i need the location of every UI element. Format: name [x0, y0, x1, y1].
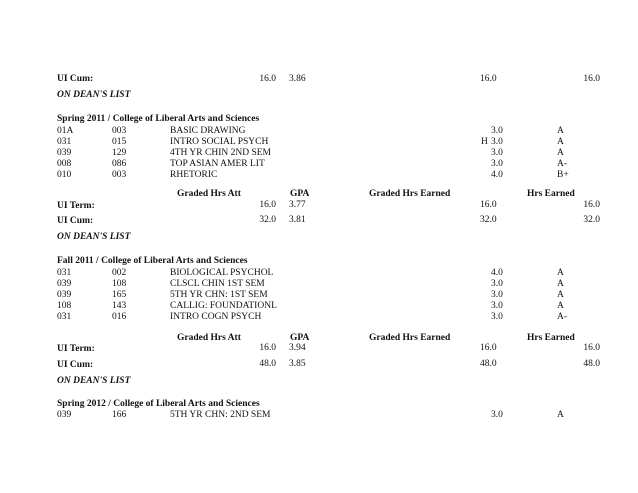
course-dept: 039: [57, 279, 72, 289]
col-header-graded-hrs-att: Graded Hrs Att: [177, 333, 241, 343]
term-label: UI Term:: [57, 201, 95, 211]
course-grade: A: [557, 301, 564, 311]
course-dept: 031: [57, 312, 72, 322]
course-dept: 039: [57, 410, 72, 420]
term-label: UI Term:: [57, 344, 95, 354]
course-title: INTRO SOCIAL PSYCH: [170, 137, 269, 147]
course-grade: A: [557, 148, 564, 158]
cum-earned: 48.0: [480, 359, 497, 369]
course-number: 003: [112, 170, 127, 180]
course-dept: 108: [57, 301, 72, 311]
course-hours: 3.0: [491, 159, 503, 169]
course-title: TOP ASIAN AMER LIT: [170, 159, 265, 169]
cum-att: 48.0: [259, 359, 276, 369]
course-number: 143: [112, 301, 127, 311]
term-gpa: 3.77: [289, 200, 306, 210]
course-title: INTRO COGN PSYCH: [170, 312, 262, 322]
course-dept: 031: [57, 268, 72, 278]
col-header-gpa: GPA: [290, 189, 310, 199]
term-title: Spring 2012 / College of Liberal Arts and Sciences: [57, 399, 260, 409]
course-number: 165: [112, 290, 127, 300]
course-hours: 3.0: [491, 279, 503, 289]
cum-gpa: 3.85: [289, 359, 306, 369]
course-number: 015: [112, 137, 127, 147]
cum-hrs: 48.0: [583, 359, 600, 369]
term-title: Fall 2011 / College of Liberal Arts and Sciences: [57, 256, 248, 266]
cum-earned: 32.0: [480, 215, 497, 225]
course-title: CALLIG: FOUNDATIONL: [170, 301, 277, 311]
term-gpa: 3.94: [289, 343, 306, 353]
course-hours: 3.0: [491, 312, 503, 322]
course-hours: 3.0: [491, 410, 503, 420]
course-grade: A: [557, 290, 564, 300]
cum-label: UI Cum:: [57, 74, 94, 84]
course-dept: 031: [57, 137, 72, 147]
deans-list-note: ON DEAN'S LIST: [57, 376, 131, 386]
term-title: Spring 2011 / College of Liberal Arts and Sciences: [57, 114, 260, 124]
col-header-graded-hrs-earned: Graded Hrs Earned: [369, 333, 451, 343]
cum-att: 32.0: [259, 215, 276, 225]
cum-gpa: 3.86: [289, 74, 306, 84]
course-hours: 3.0: [491, 148, 503, 158]
cum-label: UI Cum:: [57, 360, 94, 370]
course-number: 003: [112, 126, 127, 136]
course-title: 4TH YR CHIN 2ND SEM: [170, 148, 271, 158]
course-number: 002: [112, 268, 127, 278]
course-number: 086: [112, 159, 127, 169]
course-number: 108: [112, 279, 127, 289]
course-title: BIOLOGICAL PSYCHOL: [170, 268, 274, 278]
term-att: 16.0: [259, 343, 276, 353]
course-dept: 039: [57, 290, 72, 300]
course-dept: 01A: [57, 126, 74, 136]
term-hrs: 16.0: [583, 200, 600, 210]
cum-hrs: 16.0: [583, 74, 600, 84]
course-dept: 039: [57, 148, 72, 158]
cum-label: UI Cum:: [57, 216, 94, 226]
term-earned: 16.0: [480, 343, 497, 353]
course-title: BASIC DRAWING: [170, 126, 246, 136]
course-flag: H: [481, 137, 488, 147]
term-att: 16.0: [259, 200, 276, 210]
term-earned: 16.0: [480, 200, 497, 210]
course-grade: A: [557, 268, 564, 278]
deans-list-note: ON DEAN'S LIST: [57, 232, 131, 242]
term-hrs: 16.0: [583, 343, 600, 353]
course-title: CLSCL CHIN 1ST SEM: [170, 279, 265, 289]
course-hours: 3.0: [491, 301, 503, 311]
cum-att: 16.0: [259, 74, 276, 84]
course-title: 5TH YR CHN: 1ST SEM: [170, 290, 268, 300]
course-grade: B+: [557, 170, 569, 180]
course-grade: A: [557, 126, 564, 136]
course-title: 5TH YR CHN: 2ND SEM: [170, 410, 271, 420]
col-header-graded-hrs-earned: Graded Hrs Earned: [369, 189, 451, 199]
cum-earned: 16.0: [480, 74, 497, 84]
deans-list-note: ON DEAN'S LIST: [57, 90, 131, 100]
cum-gpa: 3.81: [289, 215, 306, 225]
course-grade: A: [557, 410, 564, 420]
course-hours: 3.0: [491, 126, 503, 136]
course-grade: A-: [557, 159, 568, 169]
col-header-hrs-earned: Hrs Earned: [527, 333, 575, 343]
course-hours: 3.0: [491, 290, 503, 300]
col-header-gpa: GPA: [290, 333, 310, 343]
col-header-graded-hrs-att: Graded Hrs Att: [177, 189, 241, 199]
course-number: 016: [112, 312, 127, 322]
course-grade: A: [557, 137, 564, 147]
col-header-hrs-earned: Hrs Earned: [527, 189, 575, 199]
course-grade: A: [557, 279, 564, 289]
course-title: RHETORIC: [170, 170, 218, 180]
course-number: 166: [112, 410, 127, 420]
cum-hrs: 32.0: [583, 215, 600, 225]
course-hours: 4.0: [491, 170, 503, 180]
course-hours: 3.0: [491, 137, 503, 147]
course-hours: 4.0: [491, 268, 503, 278]
course-number: 129: [112, 148, 127, 158]
course-dept: 010: [57, 170, 72, 180]
course-dept: 008: [57, 159, 72, 169]
course-grade: A-: [557, 312, 568, 322]
